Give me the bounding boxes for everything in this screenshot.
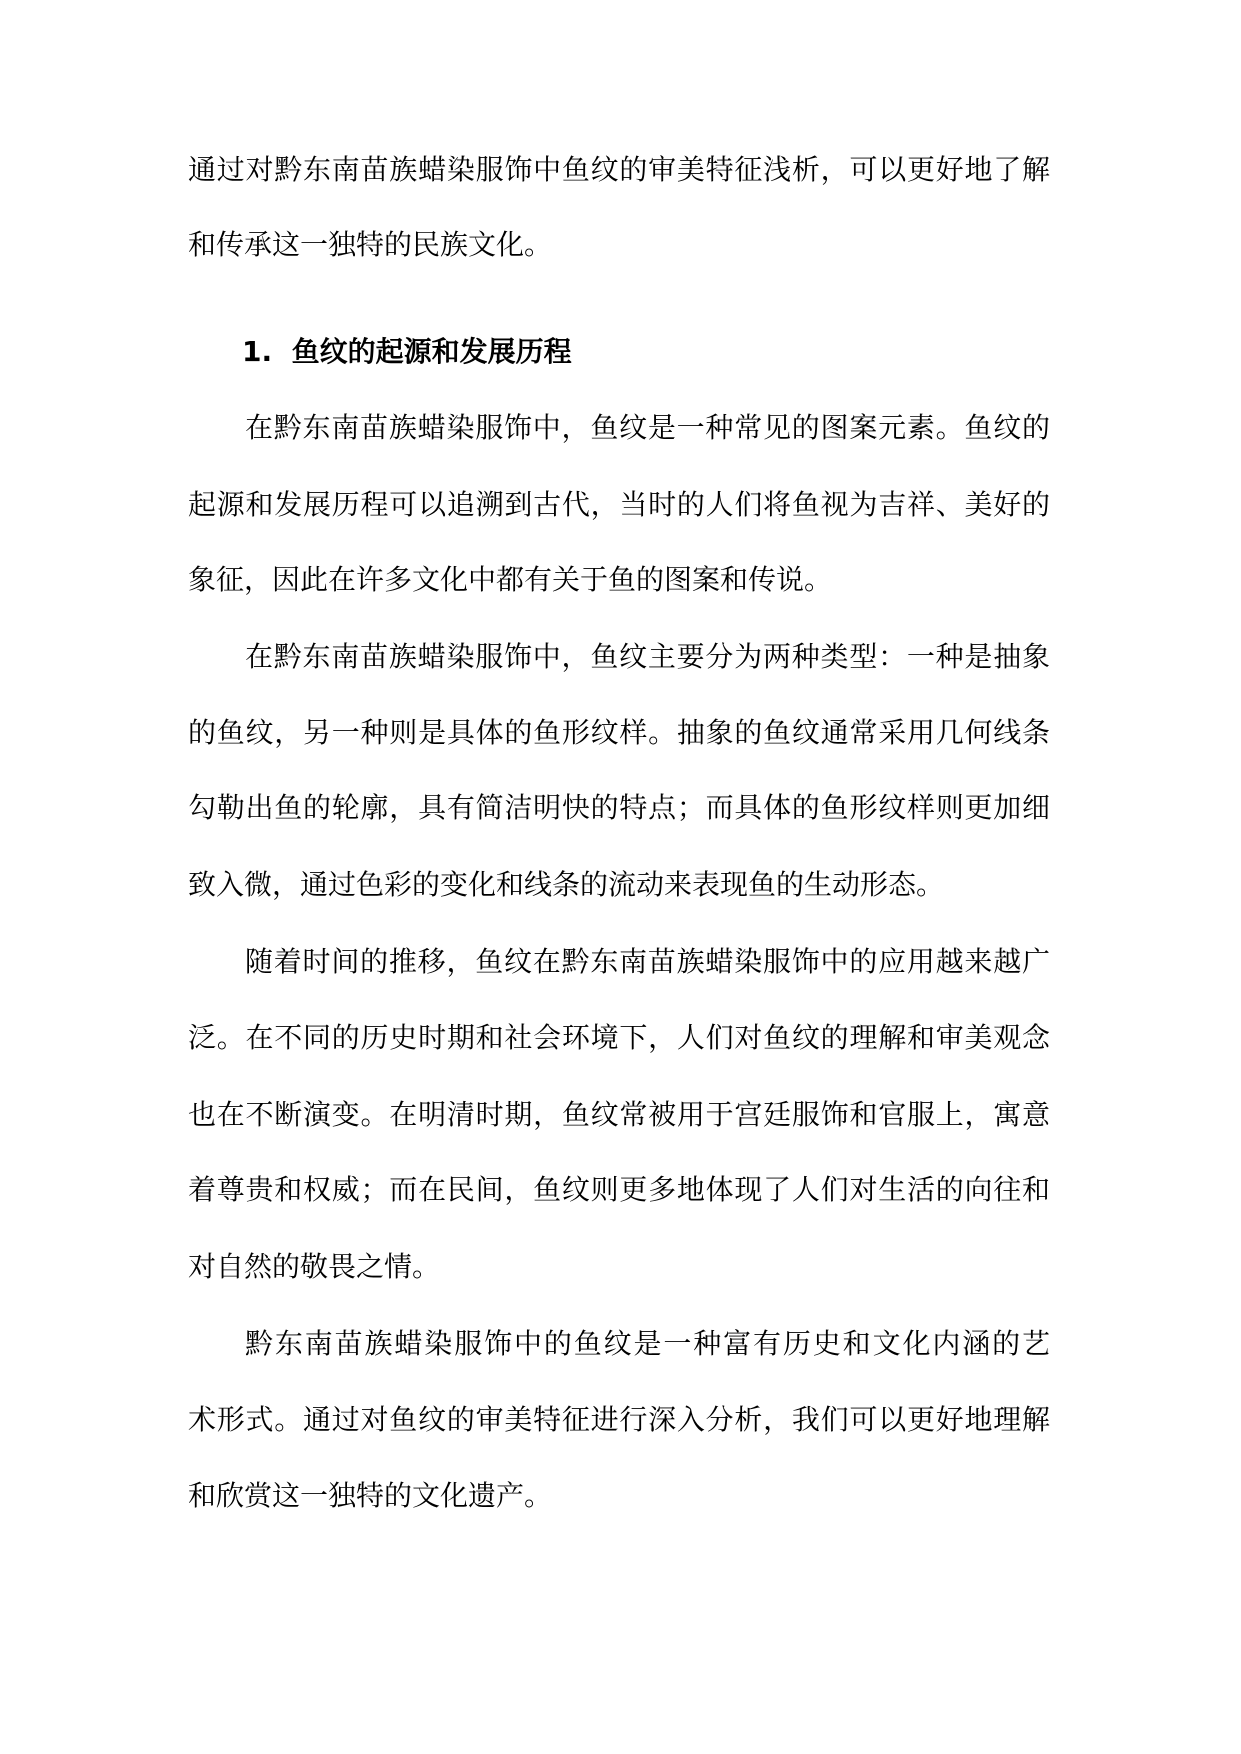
text-line: 泛。在不同的历史时期和社会环境下，人们对鱼纹的理解和审美观念 — [188, 1021, 1050, 1054]
text-line: 和传承这一独特的民族文化。 — [188, 228, 553, 261]
text-line: 着尊贵和权威；而在民间，鱼纹则更多地体现了人们对生活的向往和 — [188, 1173, 1050, 1206]
text-line: 在黔东南苗族蜡染服饰中，鱼纹是一种常见的图案元素。鱼纹的 — [245, 411, 1050, 444]
text-line: 术形式。通过对鱼纹的审美特征进行深入分析，我们可以更好地理解 — [188, 1403, 1050, 1436]
text-line: 起源和发展历程可以追溯到古代，当时的人们将鱼视为吉祥、美好的 — [188, 488, 1050, 521]
text-line: 在黔东南苗族蜡染服饰中，鱼纹主要分为两种类型：一种是抽象 — [245, 640, 1050, 673]
text-line: 致入微，通过色彩的变化和线条的流动来表现鱼的生动形态。 — [188, 868, 945, 901]
text-line: 象征，因此在许多文化中都有关于鱼的图案和传说。 — [188, 563, 833, 596]
text-line: 黔东南苗族蜡染服饰中的鱼纹是一种富有历史和文化内涵的艺 — [245, 1327, 1050, 1360]
section-heading: 1. 鱼纹的起源和发展历程 — [242, 335, 572, 368]
text-line: 勾勒出鱼的轮廓，具有简洁明快的特点；而具体的鱼形纹样则更加细 — [188, 791, 1050, 824]
text-line: 通过对黔东南苗族蜡染服饰中鱼纹的审美特征浅析，可以更好地了解 — [188, 153, 1050, 186]
text-line: 随着时间的推移，鱼纹在黔东南苗族蜡染服饰中的应用越来越广 — [245, 945, 1050, 978]
text-line: 对自然的敬畏之情。 — [188, 1250, 441, 1283]
text-line: 也在不断演变。在明清时期，鱼纹常被用于宫廷服饰和官服上，寓意 — [188, 1098, 1050, 1131]
text-line: 和欣赏这一独特的文化遗产。 — [188, 1479, 553, 1512]
text-line: 的鱼纹，另一种则是具体的鱼形纹样。抽象的鱼纹通常采用几何线条 — [188, 716, 1050, 749]
